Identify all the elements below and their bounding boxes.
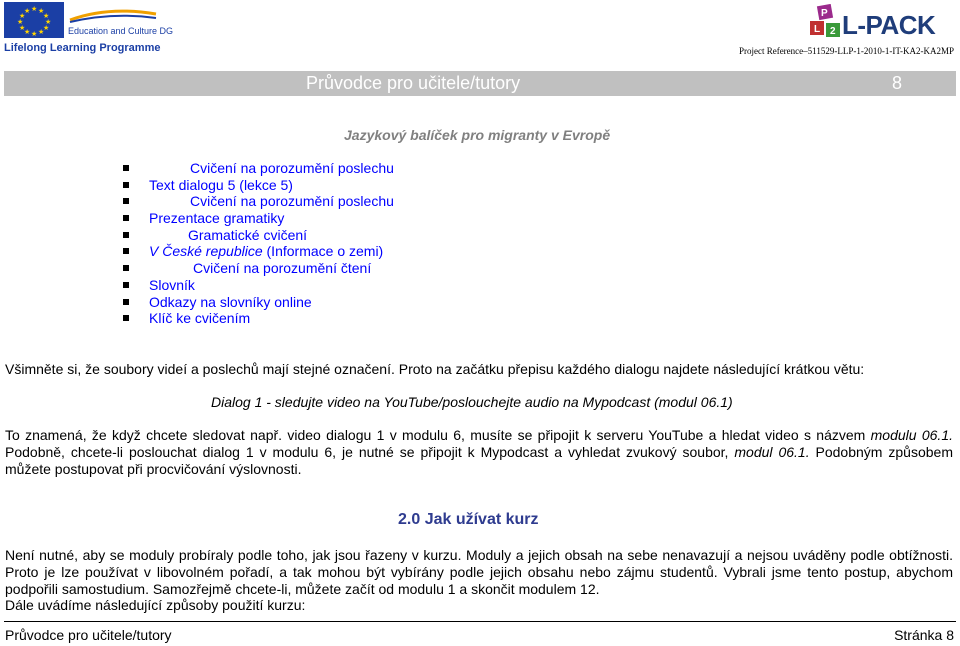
usage-list-intro: Dále uvádíme následující způsoby použití kurzu: <box>5 597 306 613</box>
footer-page-number: Stránka 8 <box>894 627 954 643</box>
eu-lifelong-learning-logo <box>4 2 174 56</box>
section-heading: 2.0 Jak užívat kurz <box>398 511 539 528</box>
bullet-square-icon <box>123 299 129 305</box>
list-item-text: Prezentace gramatiky <box>149 210 285 227</box>
svg-text:L: L <box>814 24 821 35</box>
bullet-square-icon <box>123 165 129 171</box>
bullet-square-icon <box>123 215 129 221</box>
paragraph-text: Podobným způsobem můžete postupovat při procvičování výslovnosti. <box>5 444 953 477</box>
module-reference: modulu 06.1. <box>870 427 953 443</box>
svg-text:2: 2 <box>830 26 836 37</box>
footer-divider <box>4 621 956 622</box>
usage-paragraph: Není nutné, aby se moduly probíraly podle toho, jak jsou řazeny v kurzu. Moduly a jejich obsah na sebe nenavazují a nejsou uváděny podle obtížnosti. Proto je lze používat v libovolném pořadí, a tak mohou být vybírány podle jejich obsahu nebo zájmu studentů. Vybrali jsme tento postup, abychom podpořili samostudium. Samozřejmě chcete-li, můžete začít od modulu 1 a skončit modulem 12. <box>5 547 953 597</box>
bullet-square-icon <box>123 282 129 288</box>
lpack-logo-text: L-PACK <box>842 10 936 40</box>
list-item-text: Gramatické cvičení <box>188 226 308 243</box>
list-item-text: Cvičení na porozumění poslechu <box>190 160 394 176</box>
bullet-square-icon <box>123 315 129 321</box>
document-subtitle: Jazykový balíček pro migranty v Evropě <box>344 127 611 143</box>
title-bar <box>4 71 956 96</box>
swoosh-icon <box>68 4 158 24</box>
list-item-text: Klíč ke cvičením <box>149 310 251 327</box>
project-reference: Project Reference–511529-LLP-1-2010-1-IT-KA2-KA2MP <box>738 46 954 56</box>
svg-text:P: P <box>821 8 828 19</box>
paragraph-text: Podobně, chcete-li poslouchat dialog 1 v modulu 6, je nutné se připojit k Mypodcast a vyhledat zvukový soubor, <box>5 444 735 460</box>
bullet-square-icon <box>123 198 129 204</box>
list-item-text <box>149 243 383 260</box>
page-number: 8 <box>891 73 902 93</box>
list-item-text: Text dialogu 5 (lekce 5) <box>149 176 293 193</box>
bullet-square-icon <box>123 248 129 254</box>
bullet-square-icon <box>123 232 129 238</box>
list-item-text: Cvičení na porozumění čtení <box>193 260 372 277</box>
dialog-example-line: Dialog 1 - sledujte video na YouTube/poslouchejte audio na Mypodcast (modul 06.1) <box>211 394 733 410</box>
eu-dg-label: Education and Culture DG <box>68 26 174 36</box>
bullet-square-icon <box>123 265 129 271</box>
country-info-title: V České republice <box>149 243 263 260</box>
list-item-text: Slovník <box>149 276 195 293</box>
lpack-logo <box>808 4 953 46</box>
country-info-note: (Informace o zemi) <box>262 243 384 260</box>
footer-title: Průvodce pro učitele/tutory <box>5 627 172 643</box>
module-reference: modul 06.1. <box>734 444 810 460</box>
explanation-paragraph <box>5 427 953 478</box>
note-paragraph: Všimněte si, že soubory videí a poslechů mají stejné označení. Proto na začátku přepisu každého dialogu najdete následující krátkou větu: <box>5 361 865 377</box>
lifelong-learning-label: Lifelong Learning Programme <box>4 42 161 54</box>
bullet-square-icon <box>123 182 129 188</box>
paragraph-text: To znamená, že když chcete sledovat např. video dialogu 1 v modulu 6, musíte se připojit k serveru YouTube a hledat video s názvem <box>5 427 871 443</box>
list-item-text: Cvičení na porozumění poslechu <box>190 193 394 210</box>
list-item-text: Odkazy na slovníky online <box>149 293 312 310</box>
eu-flag-icon: ★ ★ ★ ★ ★ ★ ★ ★ ★ ★ ★ ★ <box>4 2 64 38</box>
document-title: Průvodce pro učitele/tutory <box>306 73 521 93</box>
